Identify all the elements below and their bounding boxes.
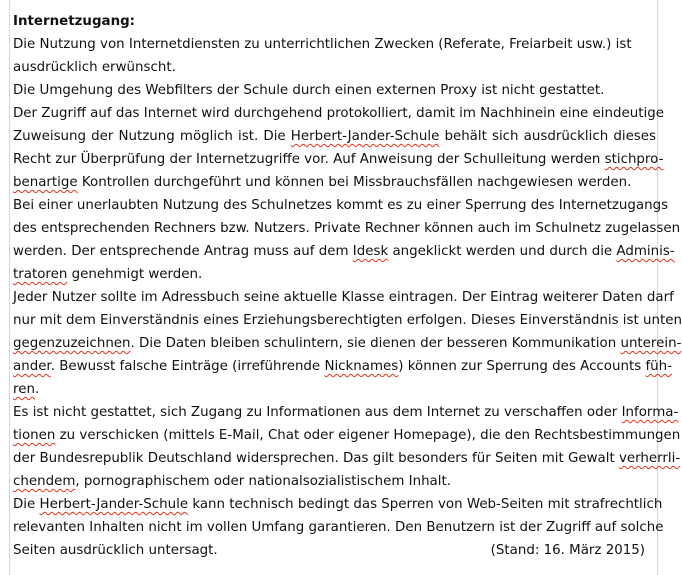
left-margin-guide <box>9 0 10 575</box>
section-heading <box>13 10 656 33</box>
text-run: Zuweisung der Nutzung möglich ist. Die <box>13 129 291 144</box>
text-line <box>13 378 656 401</box>
text-line <box>13 125 656 148</box>
text-line <box>13 309 682 332</box>
text-line <box>13 332 682 355</box>
text-run: . <box>34 382 40 397</box>
text-line <box>13 33 656 56</box>
text-run: Die Umgehung des Webfilters der Schule durch einen externen Proxy ist nicht gestattet. <box>13 83 605 98</box>
text-run: Der Zugriff auf das Internet wird durchgehend protokolliert, damit im Nachhinein eine eindeutige <box>13 106 664 121</box>
revision-date: (Stand: 16. März 2015) <box>490 543 645 558</box>
right-margin-guide <box>657 0 658 575</box>
text-run: Jeder Nutzer sollte im Adressbuch seine aktuelle Klasse eintragen. Der Eintrag weiterer Daten darf <box>13 290 674 305</box>
document-body <box>13 10 682 562</box>
text-run: der Bundesrepublik Deutschland widersprechen. Das gilt besonders für Seiten mit Gewalt <box>13 451 619 466</box>
spellcheck-flagged-word: Idesk <box>352 244 389 259</box>
text-line <box>13 516 664 539</box>
text-run: kann technisch bedingt das Sperren von Web-Seiten mit strafrechtlich <box>188 497 663 512</box>
spellcheck-flagged-word: füh- <box>645 359 672 374</box>
text-run: ) können zur Sperrung des Accounts <box>398 359 646 374</box>
text-run: Recht zur Überprüfung der Internetzugriffe vor. Auf Anweisung der Schulleitung werden <box>13 152 605 167</box>
spellcheck-flagged-word: ren <box>13 382 35 397</box>
text-line <box>13 401 679 424</box>
text-run: genehmigt werden. <box>67 267 203 282</box>
text-line <box>13 424 681 447</box>
text-run: Es ist nicht gestattet, sich Zugang zu Informationen aus dem Internet zu verschaffen oder <box>13 405 622 420</box>
text-line <box>13 148 664 171</box>
text-run: ausdrücklich erwünscht. <box>13 60 176 75</box>
spellcheck-flagged-word: tionen <box>13 428 56 443</box>
spellcheck-flagged-word: ander <box>13 359 51 374</box>
text-line <box>13 286 674 309</box>
spellcheck-flagged-word: Herbert-Jander-Schule <box>39 497 189 512</box>
text-line <box>13 56 656 79</box>
spellcheck-flagged-word: stichpro- <box>604 152 664 167</box>
spellcheck-flagged-word: Informa- <box>621 405 679 420</box>
text-run: zu verschicken (mittels E-Mail, Chat oder eigener Homepage), die den Rechtsbestimmungen <box>55 428 681 443</box>
text-run: . Die Daten bleiben schulintern, sie dienen der besseren Kommunikation <box>130 336 621 351</box>
text-run: Bei einer unerlaubten Nutzung des Schulnetzes kommt es zu einer Sperrung des Internetzugangs <box>13 198 669 213</box>
text-line <box>13 447 681 470</box>
text-run: behält sich ausdrücklich dieses <box>439 129 656 144</box>
spellcheck-flagged-word: gegenzuzeichnen <box>13 336 131 351</box>
spellcheck-flagged-word: Adminis- <box>616 244 675 259</box>
text-run: des entsprechenden Rechners bzw. Nutzers. Private Rechner können auch im Schulnetz zugelassen <box>13 221 681 236</box>
text-line <box>13 79 656 102</box>
text-line <box>13 263 656 286</box>
text-line <box>13 217 681 240</box>
text-line <box>13 102 664 125</box>
text-run: Kontrollen durchgeführt und können bei Missbrauchsfällen nachgewiesen werden. <box>77 175 632 190</box>
spellcheck-flagged-word: Nicknames <box>324 359 399 374</box>
text-run: . Bewusst falsche Einträge (irreführende <box>50 359 325 374</box>
text-line <box>13 240 675 263</box>
text-line <box>13 194 669 217</box>
text-line <box>13 539 656 562</box>
text-run: nur mit dem Einverständnis eines Erziehungsberechtigten erfolgen. Dieses Einverständnis ist unten <box>13 313 682 328</box>
text-line <box>13 493 663 516</box>
text-run: Internetzugang: <box>13 14 136 29</box>
spellcheck-flagged-word: Herbert-Jander-Schule <box>290 129 440 144</box>
spellcheck-flagged-word: unterein- <box>620 336 682 351</box>
text-run: werden. Der entsprechende Antrag muss auf dem <box>13 244 353 259</box>
text-line <box>13 171 656 194</box>
spellcheck-flagged-word: tratoren <box>13 267 68 282</box>
text-run: angeklickt werden und durch die <box>388 244 617 259</box>
text-run: Die Nutzung von Internetdiensten zu unterrichtlichen Zwecken (Referate, Freiarbeit usw.) ist <box>13 37 632 52</box>
spellcheck-flagged-word: verherrli- <box>618 451 681 466</box>
text-line <box>13 355 672 378</box>
text-run: , pornographischem oder nationalsozialistischem Inhalt. <box>75 474 451 489</box>
spellcheck-flagged-word: chendem <box>13 474 76 489</box>
text-run: Die <box>13 497 40 512</box>
text-run: relevanten Inhalten nicht im vollen Umfang garantieren. Den Benutzern ist der Zugriff auf solche <box>13 520 664 535</box>
text-run: Seiten ausdrücklich untersagt. <box>13 543 218 558</box>
spellcheck-flagged-word: benartige <box>13 175 78 190</box>
text-line <box>13 470 656 493</box>
